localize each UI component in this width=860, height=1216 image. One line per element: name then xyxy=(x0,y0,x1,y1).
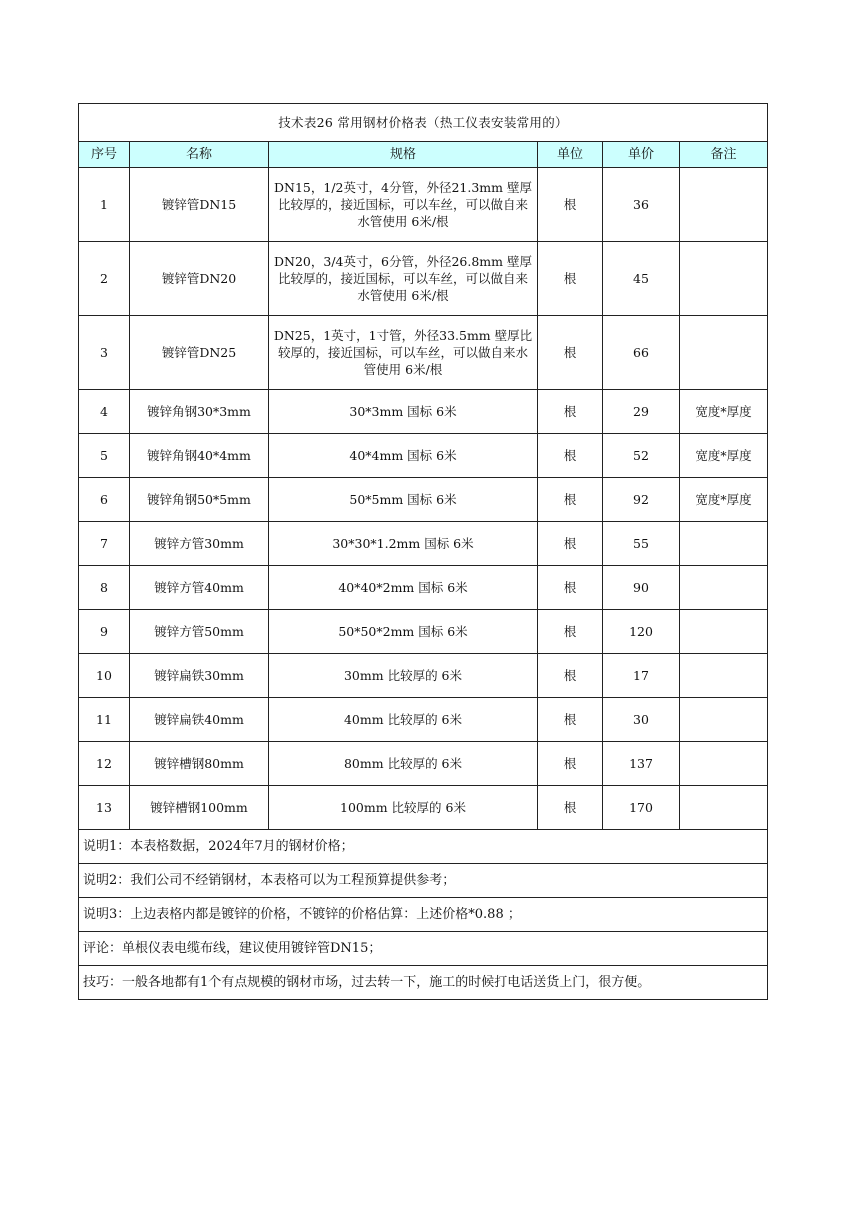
row-price: 90 xyxy=(603,566,680,610)
row-seq: 4 xyxy=(79,390,130,434)
row-remark: 宽度*厚度 xyxy=(680,390,768,434)
table-row xyxy=(79,742,768,786)
row-unit: 根 xyxy=(538,654,603,698)
row-remark: 宽度*厚度 xyxy=(680,478,768,522)
note-row xyxy=(79,864,768,898)
row-name: 镀锌管DN15 xyxy=(130,168,269,242)
row-seq: 10 xyxy=(79,654,130,698)
row-unit: 根 xyxy=(538,478,603,522)
tip: 技巧：一般各地都有1个有点规模的钢材市场，过去转一下，施工的时候打电话送货上门，很方便。 xyxy=(79,966,768,1000)
table-row xyxy=(79,390,768,434)
table-row xyxy=(79,698,768,742)
row-name: 镀锌槽钢100mm xyxy=(130,786,269,830)
row-spec: 80mm 比较厚的 6米 xyxy=(269,742,538,786)
row-name: 镀锌方管30mm xyxy=(130,522,269,566)
row-remark xyxy=(680,316,768,390)
table-title: 技术表26 常用钢材价格表（热工仪表安装常用的） xyxy=(79,104,768,142)
note-3: 说明3：上边表格内都是镀锌的价格，不镀锌的价格估算：上述价格*0.88 ； xyxy=(79,898,768,932)
comment: 评论：单根仪表电缆布线，建议使用镀锌管DN15； xyxy=(79,932,768,966)
note-1: 说明1：本表格数据，2024年7月的钢材价格； xyxy=(79,830,768,864)
row-price: 66 xyxy=(603,316,680,390)
row-unit: 根 xyxy=(538,316,603,390)
row-name: 镀锌角钢30*3mm xyxy=(130,390,269,434)
row-unit: 根 xyxy=(538,242,603,316)
row-name: 镀锌方管50mm xyxy=(130,610,269,654)
row-price: 36 xyxy=(603,168,680,242)
header-seq: 序号 xyxy=(79,142,130,168)
row-seq: 13 xyxy=(79,786,130,830)
row-remark xyxy=(680,522,768,566)
row-unit: 根 xyxy=(538,698,603,742)
row-seq: 1 xyxy=(79,168,130,242)
table-row xyxy=(79,478,768,522)
row-name: 镀锌扁铁40mm xyxy=(130,698,269,742)
row-remark xyxy=(680,610,768,654)
table-row xyxy=(79,654,768,698)
row-seq: 12 xyxy=(79,742,130,786)
row-spec: 30*3mm 国标 6米 xyxy=(269,390,538,434)
row-price: 137 xyxy=(603,742,680,786)
row-price: 170 xyxy=(603,786,680,830)
note-row xyxy=(79,932,768,966)
row-price: 30 xyxy=(603,698,680,742)
header-remark: 备注 xyxy=(680,142,768,168)
row-unit: 根 xyxy=(538,742,603,786)
row-spec: 50*50*2mm 国标 6米 xyxy=(269,610,538,654)
header-price: 单价 xyxy=(603,142,680,168)
row-name: 镀锌方管40mm xyxy=(130,566,269,610)
row-spec: 40*40*2mm 国标 6米 xyxy=(269,566,538,610)
row-price: 17 xyxy=(603,654,680,698)
row-spec: DN20，3/4英寸，6分管，外径26.8mm 壁厚比较厚的，接近国标，可以车丝，可以做自来水管使用 6米/根 xyxy=(269,242,538,316)
row-remark xyxy=(680,654,768,698)
row-spec: DN15，1/2英寸，4分管，外径21.3mm 壁厚比较厚的，接近国标，可以车丝，可以做自来水管使用 6米/根 xyxy=(269,168,538,242)
table-row xyxy=(79,316,768,390)
row-name: 镀锌角钢40*4mm xyxy=(130,434,269,478)
row-price: 29 xyxy=(603,390,680,434)
row-seq: 11 xyxy=(79,698,130,742)
row-remark: 宽度*厚度 xyxy=(680,434,768,478)
note-row xyxy=(79,830,768,864)
row-unit: 根 xyxy=(538,610,603,654)
row-remark xyxy=(680,566,768,610)
row-unit: 根 xyxy=(538,434,603,478)
row-price: 120 xyxy=(603,610,680,654)
price-table xyxy=(78,103,768,1000)
row-price: 55 xyxy=(603,522,680,566)
row-unit: 根 xyxy=(538,786,603,830)
row-remark xyxy=(680,242,768,316)
row-spec: 40*4mm 国标 6米 xyxy=(269,434,538,478)
row-seq: 7 xyxy=(79,522,130,566)
table-row xyxy=(79,434,768,478)
row-name: 镀锌管DN25 xyxy=(130,316,269,390)
row-unit: 根 xyxy=(538,522,603,566)
table-row xyxy=(79,566,768,610)
row-remark xyxy=(680,698,768,742)
table-row xyxy=(79,610,768,654)
row-price: 92 xyxy=(603,478,680,522)
header-spec: 规格 xyxy=(269,142,538,168)
row-seq: 9 xyxy=(79,610,130,654)
row-seq: 5 xyxy=(79,434,130,478)
row-spec: 50*5mm 国标 6米 xyxy=(269,478,538,522)
row-unit: 根 xyxy=(538,566,603,610)
row-remark xyxy=(680,168,768,242)
note-row xyxy=(79,898,768,932)
header-row xyxy=(79,142,768,168)
row-spec: 30mm 比较厚的 6米 xyxy=(269,654,538,698)
row-seq: 3 xyxy=(79,316,130,390)
table-row xyxy=(79,168,768,242)
table-row xyxy=(79,522,768,566)
row-spec: 40mm 比较厚的 6米 xyxy=(269,698,538,742)
row-unit: 根 xyxy=(538,390,603,434)
note-row xyxy=(79,966,768,1000)
row-name: 镀锌槽钢80mm xyxy=(130,742,269,786)
table-row xyxy=(79,242,768,316)
row-seq: 8 xyxy=(79,566,130,610)
row-price: 52 xyxy=(603,434,680,478)
row-seq: 2 xyxy=(79,242,130,316)
row-price: 45 xyxy=(603,242,680,316)
header-name: 名称 xyxy=(130,142,269,168)
note-2: 说明2：我们公司不经销钢材，本表格可以为工程预算提供参考； xyxy=(79,864,768,898)
header-unit: 单位 xyxy=(538,142,603,168)
row-name: 镀锌扁铁30mm xyxy=(130,654,269,698)
row-spec: 100mm 比较厚的 6米 xyxy=(269,786,538,830)
row-spec: DN25，1英寸，1寸管，外径33.5mm 壁厚比较厚的，接近国标，可以车丝，可以做自来水管使用 6米/根 xyxy=(269,316,538,390)
row-remark xyxy=(680,742,768,786)
row-spec: 30*30*1.2mm 国标 6米 xyxy=(269,522,538,566)
row-seq: 6 xyxy=(79,478,130,522)
table-row xyxy=(79,786,768,830)
row-name: 镀锌管DN20 xyxy=(130,242,269,316)
row-name: 镀锌角钢50*5mm xyxy=(130,478,269,522)
row-remark xyxy=(680,786,768,830)
row-unit: 根 xyxy=(538,168,603,242)
